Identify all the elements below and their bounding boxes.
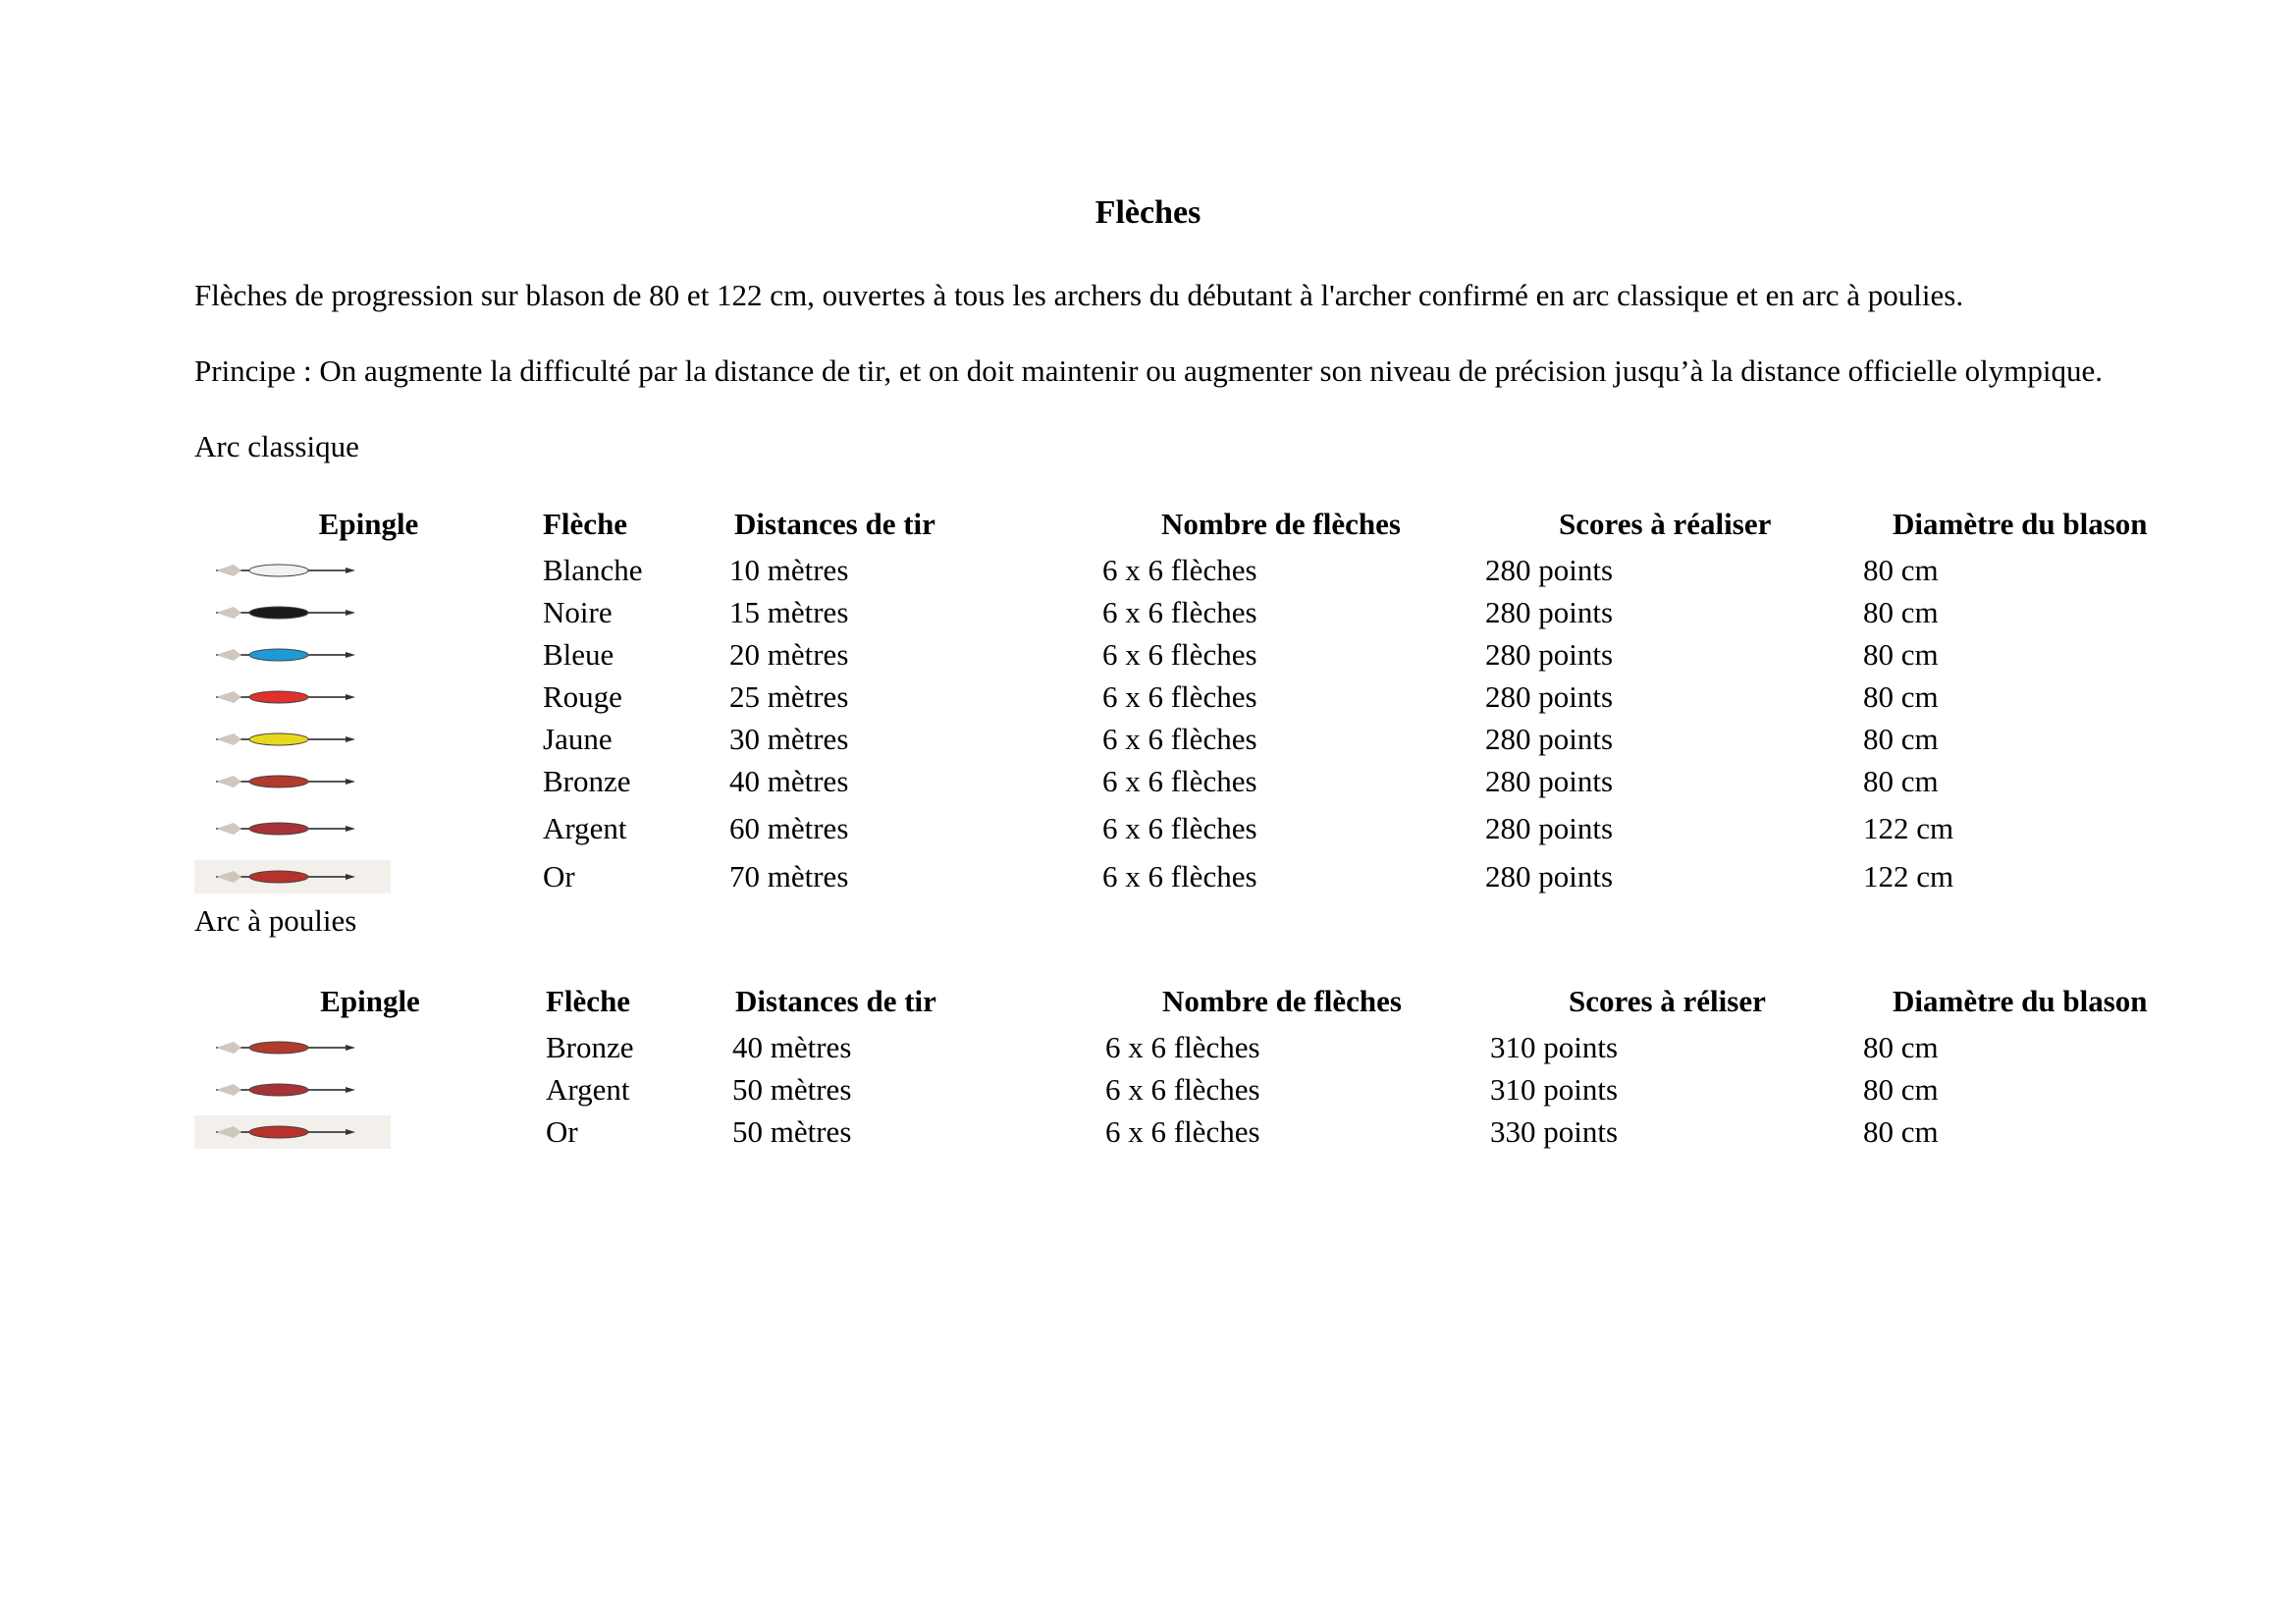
arrow-pin-graphic — [208, 730, 355, 749]
fleche-cell: Argent — [546, 1071, 630, 1107]
page-title: Flèches — [1095, 194, 1201, 231]
diametre-cell: 122 cm — [1863, 811, 1954, 845]
black-arrow-pin-icon — [194, 596, 391, 629]
epingle-cell — [194, 855, 543, 897]
header-nombre: Nombre de flèches — [1162, 984, 1402, 1018]
epingle-cell — [194, 760, 543, 802]
bronze-arrow-pin-icon — [194, 1031, 391, 1064]
score-cell: 280 points — [1485, 678, 1614, 714]
header-fleche: Flèche — [546, 984, 631, 1018]
epingle-cell — [194, 633, 543, 676]
yellow-arrow-pin-icon — [194, 723, 391, 756]
header-diametre: Diamètre du blason — [1893, 984, 2148, 1018]
epingle-cell — [194, 1068, 546, 1110]
silver-arrow-pin-icon — [194, 812, 391, 845]
arrow-pin-graphic — [208, 867, 355, 887]
header-diametre: Diamètre du blason — [1893, 507, 2148, 541]
arrow-pin-graphic — [208, 645, 355, 665]
table-row — [194, 676, 2177, 718]
epingle-cell — [194, 676, 543, 718]
fleche-cell: Or — [543, 858, 575, 893]
nombre-cell: 6 x 6 flèches — [1102, 763, 1257, 798]
blue-arrow-pin-icon — [194, 638, 391, 672]
diametre-cell: 80 cm — [1863, 721, 1939, 756]
arrow-pin-graphic — [208, 1122, 355, 1142]
arrow-pin-graphic — [208, 687, 355, 707]
epingle-cell — [194, 718, 543, 760]
header-score: Scores à réliser — [1569, 984, 1766, 1018]
distance-cell: 40 mètres — [732, 1029, 852, 1064]
distance-cell: 10 mètres — [729, 552, 849, 587]
header-nombre: Nombre de flèches — [1161, 507, 1401, 541]
score-cell: 280 points — [1485, 763, 1614, 798]
table-row — [194, 1068, 2177, 1110]
intro-paragraph: Flèches de progression sur blason de 80 et 122 cm, ouvertes à tous les archers du débutant à l'archer confirmé en arc classique et en arc à poulies. — [194, 278, 1964, 312]
gold-arrow-pin-icon — [194, 860, 391, 893]
score-cell: 310 points — [1490, 1029, 1619, 1064]
header-distance: Distances de tir — [734, 507, 935, 541]
distance-cell: 60 mètres — [729, 811, 849, 845]
nombre-cell: 6 x 6 flèches — [1105, 1113, 1260, 1149]
fleche-cell: Bleue — [543, 636, 614, 672]
diametre-cell: 80 cm — [1863, 1113, 1939, 1149]
epingle-cell — [194, 802, 543, 855]
nombre-cell: 6 x 6 flèches — [1102, 678, 1257, 714]
score-cell: 280 points — [1485, 552, 1614, 587]
diametre-cell: 80 cm — [1863, 594, 1939, 629]
white-arrow-pin-icon — [194, 554, 391, 587]
nombre-cell: 6 x 6 flèches — [1102, 721, 1257, 756]
diametre-cell: 80 cm — [1863, 763, 1939, 798]
fleche-cell: Argent — [543, 811, 627, 845]
fleche-cell: Jaune — [543, 721, 613, 756]
distance-cell: 20 mètres — [729, 636, 849, 672]
nombre-cell: 6 x 6 flèches — [1102, 552, 1257, 587]
red-arrow-pin-icon — [194, 680, 391, 714]
table-row — [194, 802, 2177, 855]
section-label-arc-a-poulies: Arc à poulies — [194, 903, 357, 938]
distance-cell: 25 mètres — [729, 678, 849, 714]
arrow-pin-graphic — [208, 1038, 355, 1057]
table-row — [194, 1110, 2177, 1153]
distance-cell: 50 mètres — [732, 1113, 852, 1149]
epingle-cell — [194, 1110, 546, 1153]
table-row — [194, 549, 2177, 591]
table-row — [194, 760, 2177, 802]
arrow-pin-graphic — [208, 561, 355, 580]
score-cell: 330 points — [1490, 1113, 1619, 1149]
header-epingle: Epingle — [318, 507, 419, 541]
nombre-cell: 6 x 6 flèches — [1105, 1071, 1260, 1107]
arrow-pin-graphic — [208, 772, 355, 791]
fleche-cell: Bronze — [543, 763, 631, 798]
table-body — [194, 1026, 2177, 1153]
diametre-cell: 80 cm — [1863, 552, 1939, 587]
bronze-arrow-pin-icon — [194, 765, 391, 798]
score-cell: 280 points — [1485, 858, 1614, 893]
table-arc-classique — [194, 500, 2177, 897]
table-row — [194, 633, 2177, 676]
fleche-cell: Bronze — [546, 1029, 634, 1064]
diametre-cell: 80 cm — [1863, 678, 1939, 714]
epingle-cell — [194, 1026, 546, 1068]
silver-arrow-pin-icon — [194, 1073, 391, 1107]
epingle-cell — [194, 591, 543, 633]
nombre-cell: 6 x 6 flèches — [1105, 1029, 1260, 1064]
distance-cell: 30 mètres — [729, 721, 849, 756]
score-cell: 310 points — [1490, 1071, 1619, 1107]
distance-cell: 70 mètres — [729, 858, 849, 893]
fleche-cell: Blanche — [543, 552, 643, 587]
fleche-cell: Noire — [543, 594, 613, 629]
diametre-cell: 80 cm — [1863, 1071, 1939, 1107]
diametre-cell: 122 cm — [1863, 858, 1954, 893]
table-header-row — [194, 500, 2177, 549]
score-cell: 280 points — [1485, 636, 1614, 672]
nombre-cell: 6 x 6 flèches — [1102, 811, 1257, 845]
fleche-cell: Or — [546, 1113, 578, 1149]
table-row — [194, 591, 2177, 633]
score-cell: 280 points — [1485, 594, 1614, 629]
nombre-cell: 6 x 6 flèches — [1102, 636, 1257, 672]
arrow-pin-graphic — [208, 819, 355, 839]
header-distance: Distances de tir — [735, 984, 936, 1018]
header-epingle: Epingle — [320, 984, 420, 1018]
header-score: Scores à réaliser — [1559, 507, 1772, 541]
arrow-pin-graphic — [208, 1080, 355, 1100]
nombre-cell: 6 x 6 flèches — [1102, 858, 1257, 893]
distance-cell: 50 mètres — [732, 1071, 852, 1107]
table-row — [194, 718, 2177, 760]
diametre-cell: 80 cm — [1863, 636, 1939, 672]
arrow-pin-graphic — [208, 603, 355, 623]
nombre-cell: 6 x 6 flèches — [1102, 594, 1257, 629]
fleche-cell: Rouge — [543, 678, 622, 714]
score-cell: 280 points — [1485, 811, 1614, 845]
table-header-row — [194, 977, 2177, 1026]
epingle-cell — [194, 549, 543, 591]
table-body — [194, 549, 2177, 897]
principle-paragraph: Principe : On augmente la difficulté par la distance de tir, et on doit maintenir ou augmenter son niveau de précision jusqu’à la distance officielle olympique. — [194, 353, 2103, 388]
diametre-cell: 80 cm — [1863, 1029, 1939, 1064]
table-row — [194, 1026, 2177, 1068]
table-arc-a-poulies — [194, 977, 2177, 1153]
header-fleche: Flèche — [543, 507, 628, 541]
score-cell: 280 points — [1485, 721, 1614, 756]
distance-cell: 15 mètres — [729, 594, 849, 629]
gold-arrow-pin-icon — [194, 1115, 391, 1149]
table-row — [194, 855, 2177, 897]
distance-cell: 40 mètres — [729, 763, 849, 798]
section-label-arc-classique: Arc classique — [194, 429, 359, 463]
